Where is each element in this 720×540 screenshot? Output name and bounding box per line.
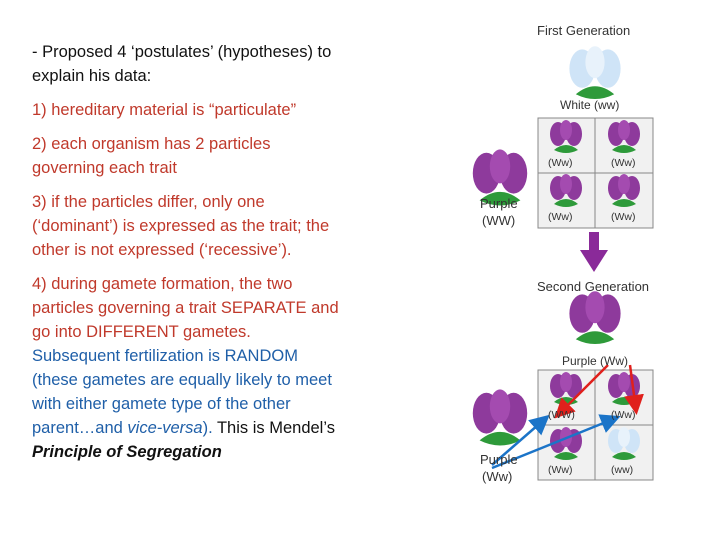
purple-ww-label: Purple: [480, 196, 518, 211]
grid1-cell-1: (Ww): [548, 157, 573, 169]
principle-of-segregation: Principle of Segregation: [32, 443, 222, 461]
grid2-cell-3: (Ww): [548, 464, 573, 476]
postulate-1: 1) hereditary material is “particulate”: [32, 101, 297, 119]
intro-text: - Proposed 4 ‘postulates’ (hypotheses) to explain his data:: [32, 43, 332, 85]
grid1-cell-4: (Ww): [611, 211, 636, 223]
postulate-4-fertilization: Subsequent fertilization is RANDOM (these gametes are equally likely to meet with either gamete type of the other parent…and vice-versa).: [32, 347, 332, 437]
white-parent-flower: [569, 46, 620, 99]
purple-hybrid-left-flower: [473, 389, 527, 445]
postulate-4-separation: 4) during gamete formation, the two particles governing a trait SEPARATE and go into DIFFERENT gametes.: [32, 275, 339, 341]
purple-ww-genotype: (WW): [482, 213, 516, 228]
generation-arrow: [580, 232, 608, 272]
purple-hybrid-top-label: Purple (Ww): [562, 354, 629, 368]
second-generation-label: Second Generation: [537, 279, 650, 294]
grid2-cell-4: (ww): [611, 464, 634, 476]
grid1-cell-2: (Ww): [611, 157, 636, 169]
purple-hybrid-top-flower: [569, 291, 620, 344]
grid1-cell-3: (Ww): [548, 211, 573, 223]
purple-hybrid-left-label: Purple: [480, 452, 518, 467]
grid2-cell-2: (Ww): [611, 409, 636, 421]
slide-text: [32, 40, 342, 464]
postulate-2: 2) each organism has 2 particles governing each trait: [32, 135, 271, 177]
white-ww-label: White (ww): [560, 98, 620, 112]
postulate-4-tail: This is Mendel’s: [212, 419, 335, 437]
grid2-cell-1: (WW): [548, 409, 575, 421]
first-generation-label: First Generation: [537, 23, 631, 38]
purple-hybrid-left-genotype: (Ww): [482, 469, 513, 484]
postulate-4: [32, 272, 342, 464]
postulate-3: 3) if the particles differ, only one (‘dominant’) is expressed as the trait; the other is not expressed (‘recessive’).: [32, 193, 330, 259]
figure-graphics: [470, 20, 700, 520]
mendel-figure: [470, 20, 700, 520]
vice-versa-text: vice-versa: [127, 419, 203, 437]
